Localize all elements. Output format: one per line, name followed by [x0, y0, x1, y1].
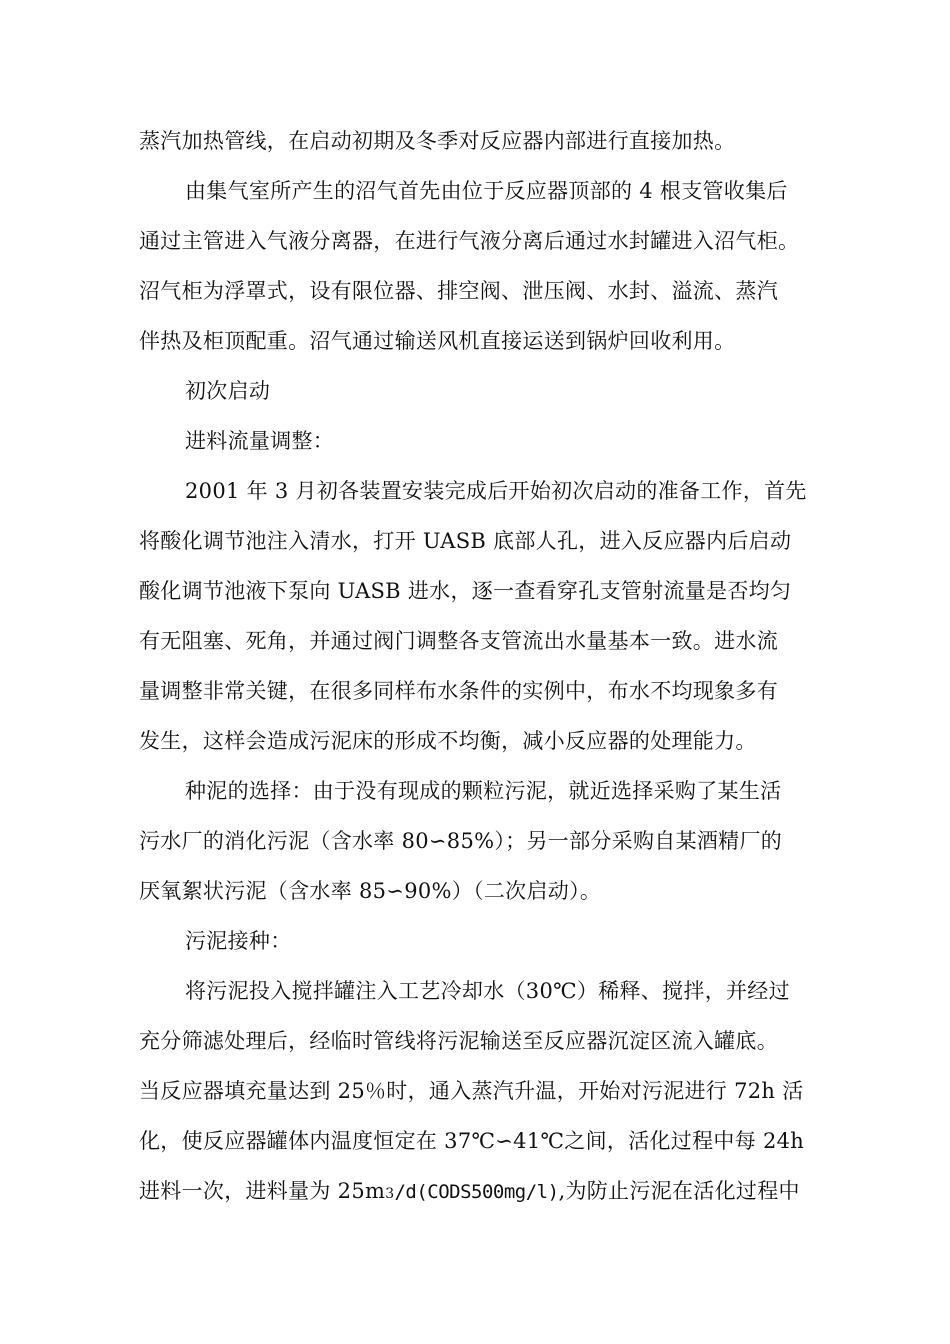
unit-subscript: 3	[385, 1186, 395, 1202]
formula-text: /d(CODS500mg/l)	[394, 1181, 559, 1203]
paragraph-line: 种泥的选择：由于没有现成的颗粒污泥，就近选择采购了某生活	[185, 779, 782, 803]
paragraph-line: 沼气柜为浮罩式，设有限位器、排空阀、泄压阀、水封、溢流、蒸汽	[139, 279, 778, 303]
section-heading: 初次启动	[185, 379, 271, 403]
subsection-heading: 进料流量调整：	[185, 429, 335, 453]
paragraph-line: 发生，这样会造成污泥床的形成不均衡，减小反应器的处理能力。	[139, 729, 757, 753]
paragraph-line-last	[139, 1166, 819, 1216]
paragraph-line: 量调整非常关键，在很多同样布水条件的实例中，布水不均现象多有	[139, 679, 778, 703]
paragraph-line: 通过主管进入气液分离器，在进行气液分离后通过水封罐进入沼气柜。	[139, 229, 800, 253]
line-prefix: 进料一次，进料量为 25m	[139, 1179, 386, 1203]
paragraph-line: 有无阻塞、死角，并通过阀门调整各支管流出水量基本一致。进水流	[139, 629, 778, 653]
paragraph-line: 2001 年 3 月初各装置安装完成后开始初次启动的准备工作，首先	[185, 479, 807, 503]
paragraph-line: 将酸化调节池注入清水，打开 UASB 底部人孔，进入反应器内后启动	[139, 529, 792, 553]
paragraph-line: 蒸汽加热管线，在启动初期及冬季对反应器内部进行直接加热。	[139, 129, 736, 153]
document-body	[139, 116, 819, 1216]
paragraph-line: 当反应器填充量达到 25％时，通入蒸汽升温，开始对污泥进行 72h 活	[139, 1079, 804, 1103]
subsection-heading: 污泥接种：	[185, 929, 292, 953]
paragraph-line: 伴热及柜顶配重。沼气通过输送风机直接运送到锅炉回收利用。	[139, 329, 736, 353]
line-suffix: ,为防止污泥在活化过程中	[558, 1179, 800, 1203]
paragraph-line: 厌氧絮状污泥（含水率 85∽90%）（二次启动）。	[139, 879, 602, 903]
paragraph-line: 污水厂的消化污泥（含水率 80∽85%）；另一部分采购自某酒精厂的	[139, 829, 783, 853]
paragraph-line: 酸化调节池液下泵向 UASB 进水，逐一查看穿孔支管射流量是否均匀	[139, 579, 792, 603]
paragraph-line: 将污泥投入搅拌罐注入工艺冷却水（30℃）稀释、搅拌，并经过	[185, 979, 790, 1003]
paragraph-line: 化，使反应器罐体内温度恒定在 37℃∽41℃之间，活化过程中每 24h	[139, 1129, 805, 1153]
paragraph-line: 充分筛滤处理后，经临时管线将污泥输送至反应器沉淀区流入罐底。	[139, 1029, 778, 1053]
paragraph-line: 由集气室所产生的沼气首先由位于反应器顶部的 4 根支管收集后	[185, 179, 788, 203]
